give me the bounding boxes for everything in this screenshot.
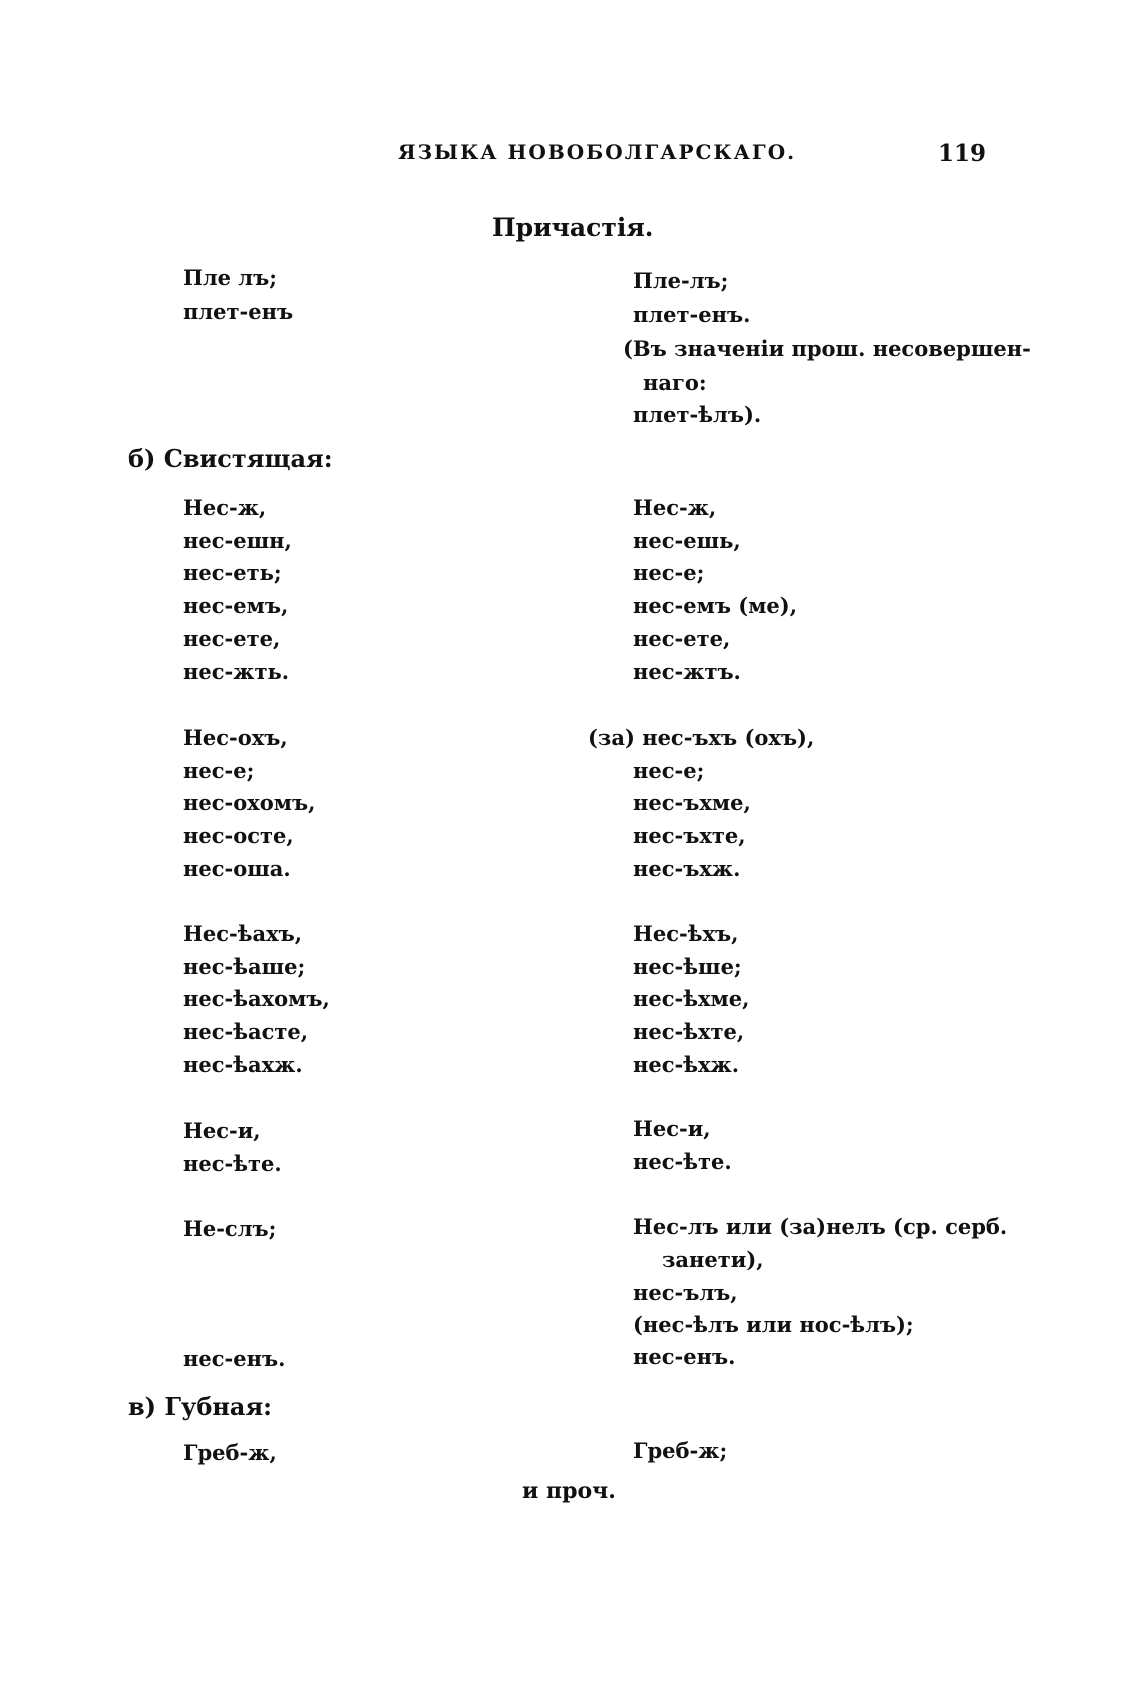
text-line: (нес-ѣлъ или нос-ѣлъ); [633,1312,914,1337]
text-line: плет-енъ. [633,302,751,327]
text-line: нес-ешн, [183,528,292,553]
text-line: нес-ѣхте, [633,1019,745,1044]
text-line: нес-охомъ, [183,790,316,815]
text-line: Нес-лъ или (за)нелъ (ср. серб. [633,1214,1008,1239]
text-line: Греб-ж, [183,1440,277,1465]
text-line: нес-жть. [183,659,290,684]
text-line: Нес-ѣахъ, [183,921,303,946]
text-line: плет-ѣлъ). [633,402,762,427]
text-line: нес-ете, [183,626,281,651]
page-number: 119 [938,140,987,167]
text-line: (Въ значеніи прош. несовершен- [623,336,1031,361]
text-line: нес-ѣше; [633,954,742,979]
text-line: занети), [662,1247,764,1272]
text-line: Пле лъ; [183,265,277,290]
text-line: нес-е; [633,758,705,783]
subsection-heading: в) Губная: [128,1392,273,1421]
text-line: нес-ъхж. [633,856,741,881]
text-line: наго: [643,370,707,395]
text-line: нес-енъ. [633,1344,736,1369]
text-line: Нес-и, [633,1116,711,1141]
text-line: нес-е; [633,560,705,585]
text-line: нес-жтъ. [633,659,741,684]
text-line: нес-ѣте. [183,1151,282,1176]
text-line: нес-ешь, [633,528,741,553]
running-header-title: ЯЗЫКА НОВОБОЛГАРСКАГО. [398,140,797,164]
text-line: Пле-лъ; [633,268,729,293]
text-line: Нес-и, [183,1118,261,1143]
text-line: нес-емъ (ме), [633,593,798,618]
text-line: нес-е; [183,758,255,783]
text-line: нес-ѣахж. [183,1052,303,1077]
text-line: нес-ъхме, [633,790,751,815]
text-line: нес-ѣхж. [633,1052,740,1077]
text-line: плет-енъ [183,299,294,324]
text-line: Нес-охъ, [183,725,288,750]
text-line: нес-ете, [633,626,731,651]
subsection-heading: б) Свистящая: [128,444,333,473]
text-line: нес-емъ, [183,593,289,618]
text-line: Греб-ж; [633,1438,728,1463]
text-line: Нес-ѣхъ, [633,921,739,946]
text-line: нес-енъ. [183,1346,286,1371]
text-line: нес-ъхте, [633,823,746,848]
text-line: нес-ълъ, [633,1280,738,1305]
section-heading: Причастія. [492,213,654,242]
text-line: нес-ѣте. [633,1149,732,1174]
text-line: нес-ѣасте, [183,1019,309,1044]
text-line: нес-ѣхме, [633,986,750,1011]
text-line: нес-еть; [183,560,282,585]
text-line: (за) нес-ъхъ (охъ), [588,725,815,750]
text-line: нес-осте, [183,823,294,848]
closing-text: и проч. [522,1478,616,1504]
text-line: нес-оша. [183,856,291,881]
text-line: нес-ѣаше; [183,954,306,979]
text-line: нес-ѣахомъ, [183,986,330,1011]
text-line: Не-слъ; [183,1216,277,1241]
text-line: Нес-ж, [183,495,267,520]
text-line: Нес-ж, [633,495,717,520]
